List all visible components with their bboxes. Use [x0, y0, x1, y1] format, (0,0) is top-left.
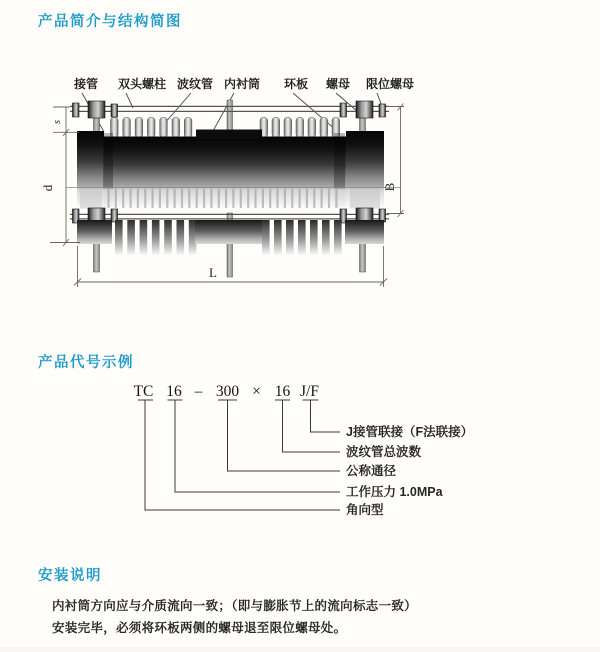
label-luomu: 螺母 — [325, 77, 351, 91]
label-jieguan: 接管 — [73, 77, 99, 91]
product-code-example — [0, 370, 600, 540]
code-token-waves: 16 — [274, 383, 291, 400]
part-labels — [73, 76, 414, 91]
callout-pressure: 工作压力 1.0MPa — [346, 485, 443, 499]
inner-liner-band — [196, 130, 262, 140]
code-token-times: × — [252, 383, 261, 400]
install-instructions — [52, 600, 572, 643]
label-xianweiluomu: 限位螺母 — [365, 77, 415, 91]
code-token-conn: J/F — [300, 383, 319, 400]
dim-d: d — [40, 184, 55, 192]
install-line-2: 安装完毕，必须将环板两侧的螺母退至限位螺母处。 — [52, 620, 347, 635]
label-bowenguan: 波纹管 — [176, 77, 214, 91]
install-line-1: 内衬筒方向应与介质流向一致；（即与膨胀节上的流向标志一致） — [52, 599, 417, 613]
label-huanban: 环板 — [283, 77, 309, 91]
code-token-pressure: 16 — [166, 383, 182, 400]
section-title-code: 产品代号示例 — [38, 355, 134, 371]
page-edge — [0, 647, 600, 652]
callout-dn: 公称通径 — [346, 464, 397, 478]
code-token-type: TC — [133, 383, 154, 400]
code-token-dash: – — [194, 383, 203, 400]
code-tokens — [134, 383, 320, 400]
callout-type: 角向型 — [346, 503, 384, 517]
callout-lines — [138, 400, 340, 510]
label-neichentong: 内衬筒 — [223, 77, 261, 91]
reflection-zone — [66, 188, 400, 210]
dim-B: B — [382, 182, 397, 192]
label-shuangtouluozhu: 双头螺柱 — [117, 77, 167, 91]
dim-s: s — [52, 119, 63, 125]
section-title-install: 安装说明 — [38, 568, 102, 584]
dim-L: L — [209, 265, 217, 280]
dimension-s-d — [40, 107, 80, 246]
code-token-dn: 300 — [215, 383, 240, 400]
callout-waves: 波纹管总波数 — [346, 445, 422, 459]
section-title-intro: 产品简介与结构简图 — [38, 14, 182, 30]
callout-labels — [346, 424, 473, 517]
callout-conn: J接管联接（F法联接） — [346, 425, 474, 439]
dimension-B — [382, 104, 404, 218]
